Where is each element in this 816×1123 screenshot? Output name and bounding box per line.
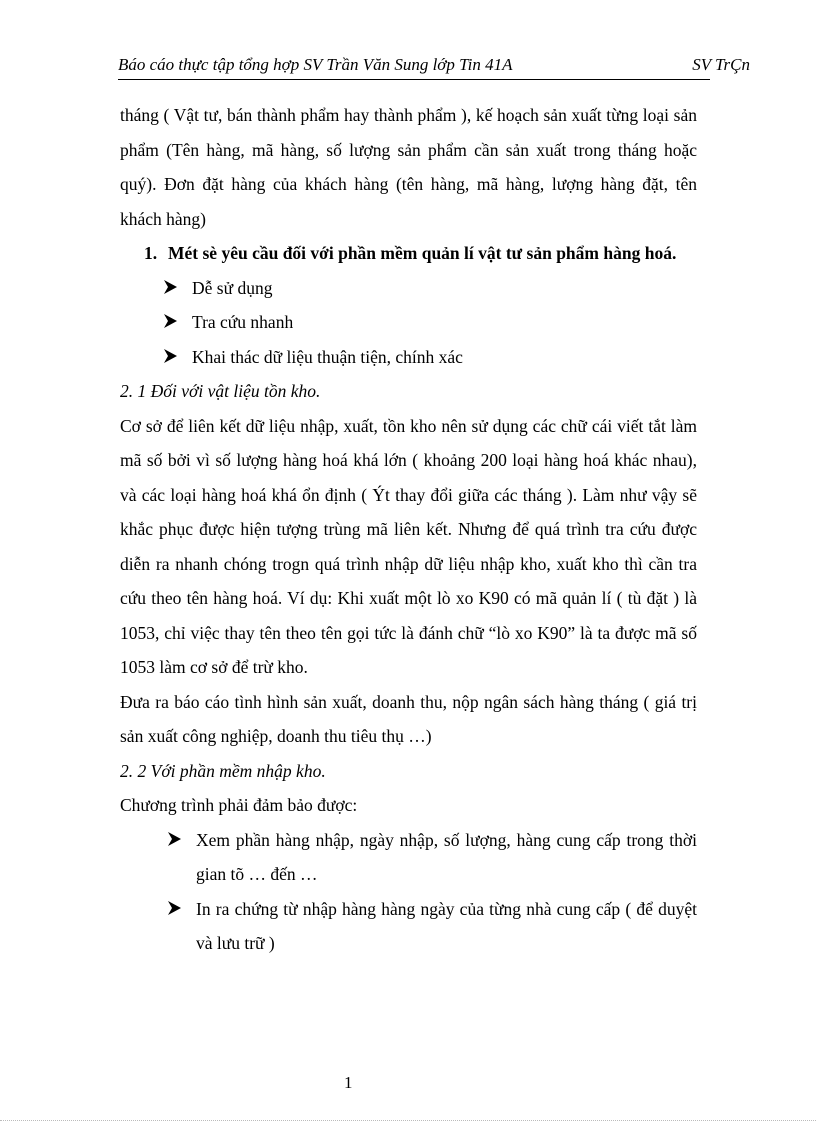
arrow-bullet-icon: [168, 823, 196, 892]
section-2-1-paragraph-2: Đưa ra báo cáo tình hình sản xuất, doanh thu, nộp ngân sách hàng tháng ( giá trị sản xuất công nghiệp, doanh thu tiêu thụ …): [120, 691, 697, 746]
arrow-bullet-icon: [164, 305, 192, 340]
header-right: SV TrÇn: [692, 55, 750, 74]
section-2-2-lead: Chương trình phải đảm bảo được:: [120, 795, 358, 815]
intro-paragraph: tháng ( Vật tư, bán thành phẩm hay thành phẩm ), kế hoạch sản xuất từng loại sản phẩm (Tên hàng, mã hàng, số lượng sản phẩm cần sản xuất trong tháng hoặc quý). Đơn đặt hàng của khách hàng (tên hàng, mã hàng, lượng hàng đặt, tên khách hàng): [120, 105, 697, 229]
list-item: [164, 271, 697, 306]
list-item: [164, 305, 697, 340]
arrow-bullet-icon: [168, 892, 196, 961]
list-item: [168, 823, 697, 892]
header-title: Báo cáo thực tập tổng hợp SV Trần Văn Sung lớp Tin 41A: [118, 55, 513, 74]
section-1-number: 1.: [144, 243, 158, 263]
page-number: 1: [344, 1073, 353, 1092]
section-2-2-title: 2. 2 Với phần mềm nhập kho.: [120, 760, 326, 781]
bullet-text: Xem phần hàng nhập, ngày nhập, số lượng, hàng cung cấp trong thời gian tõ … đến …: [196, 829, 697, 884]
section-1-heading: [144, 236, 697, 271]
bullet-text: Khai thác dữ liệu thuận tiện, chính xác: [192, 346, 463, 367]
footer-divider: [0, 1120, 816, 1121]
arrow-bullet-icon: [164, 340, 192, 375]
document-body: [120, 98, 697, 961]
section-1-title: Mét sè yêu cầu đối với phần mềm quản lí vật tư sản phẩm hàng hoá.: [168, 243, 677, 263]
page-header: [118, 55, 750, 80]
section-2-1-paragraph: Cơ sở để liên kết dữ liệu nhập, xuất, tồn kho nên sử dụng các chữ cái viết tắt làm mã số bởi vì số lượng hàng hoá khá lớn ( khoảng 200 loại hàng hoá khác nhau), và các loại hàng hoá khá ổn định ( Ýt thay đổi giữa các tháng ). Làm như vậy sẽ khắc phục được hiện tượng trùng mã liên kết. Nhưng để quá trình tra cứu được diễn ra nhanh chóng trogn quá trình nhập dữ liệu nhập kho, xuất kho thì cần tra cứu theo tên hàng hoá. Ví dụ: Khi xuất một lò xo K90 có mã quản lí ( tù đặt ) là 1053, chỉ việc thay tên theo tên gọi tức là đánh chữ “lò xo K90” là ta được mã số 1053 làm cơ sở để trừ kho.: [120, 415, 697, 677]
arrow-bullet-icon: [164, 271, 192, 306]
bullet-text: In ra chứng từ nhập hàng hàng ngày của từng nhà cung cấp ( để duyệt và lưu trữ ): [196, 898, 697, 953]
bullet-text: Tra cứu nhanh: [192, 312, 294, 332]
list-item: [168, 892, 697, 961]
list-item: [164, 340, 697, 375]
section-2-1-title: 2. 1 Đối với vật liệu tồn kho.: [120, 381, 321, 401]
bullet-text: Dễ sử dụng: [192, 277, 273, 298]
